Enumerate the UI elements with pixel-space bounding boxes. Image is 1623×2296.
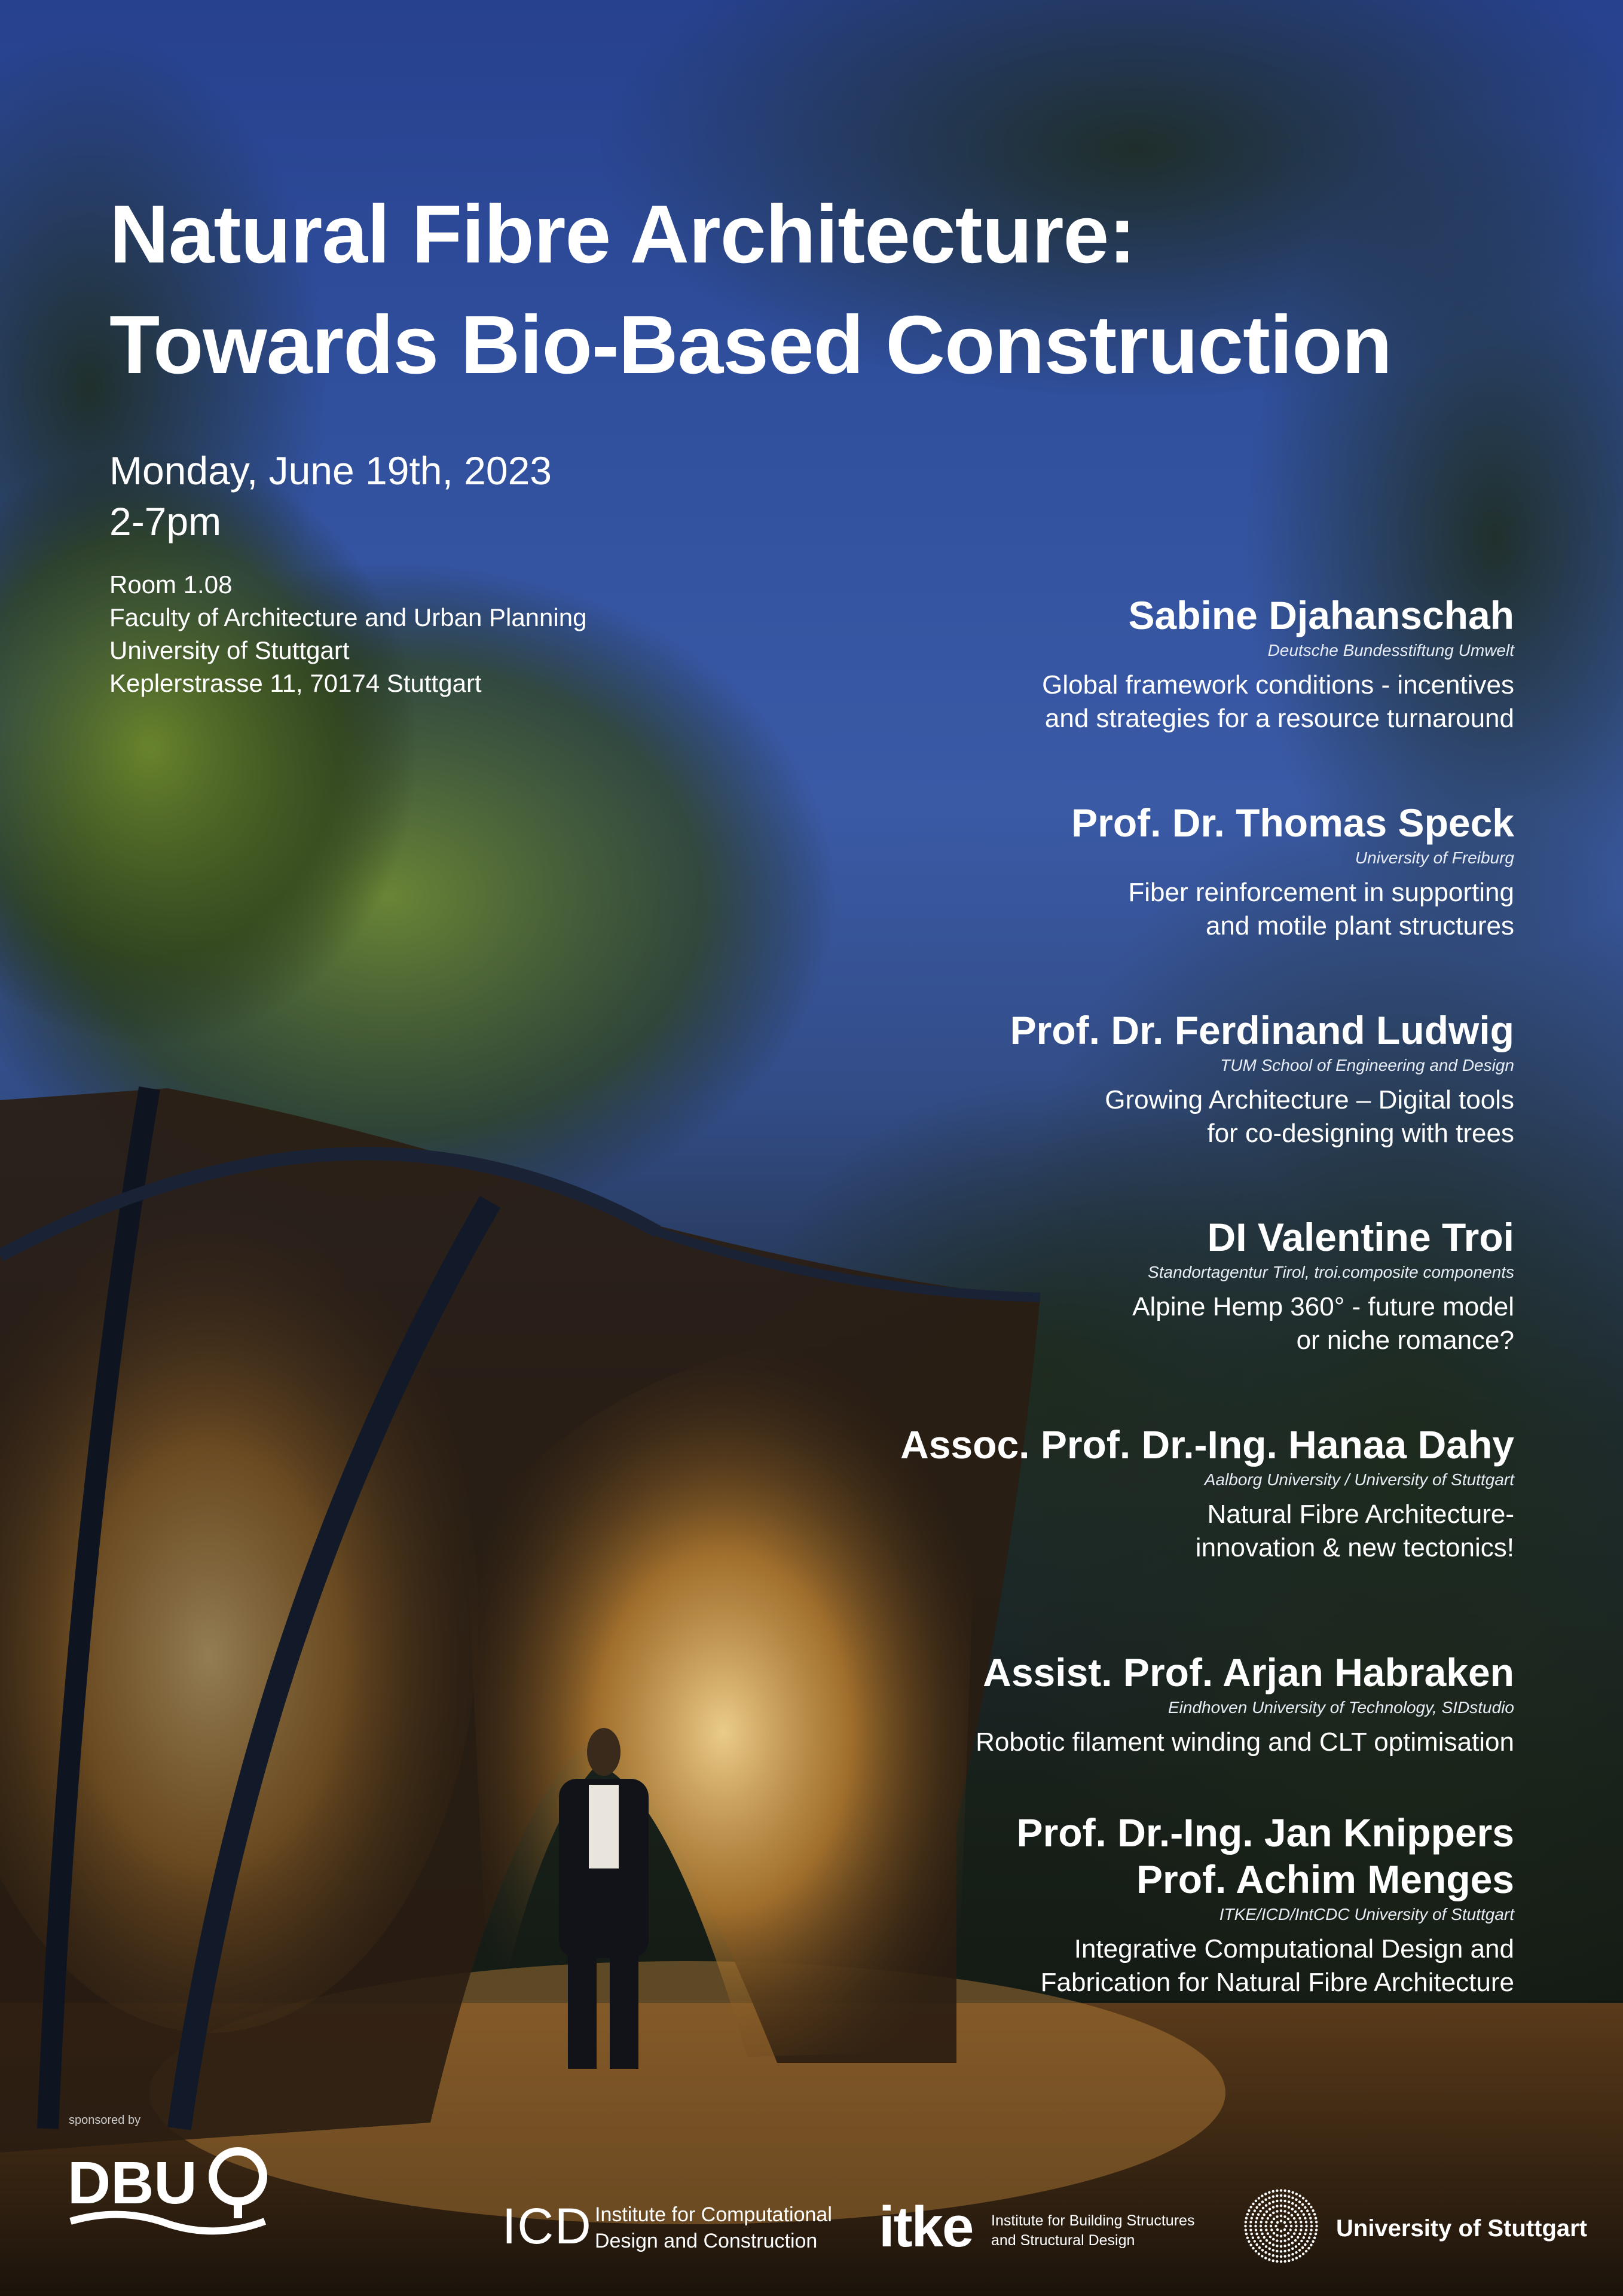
logo-dot (1255, 2233, 1258, 2235)
logo-dot (1294, 2239, 1297, 2242)
logo-dot (1273, 2218, 1275, 2220)
logo-dot (1300, 2240, 1303, 2242)
logo-dot (1304, 2206, 1306, 2209)
logo-dot (1295, 2251, 1297, 2254)
logo-dot (1283, 2228, 1286, 2231)
logo-dot (1276, 2228, 1279, 2231)
logo-dot (1268, 2197, 1270, 2199)
logo-dot (1269, 2202, 1271, 2205)
logo-dot (1283, 2200, 1286, 2202)
logo-dot (1280, 2215, 1282, 2217)
logo-dot (1276, 2250, 1278, 2252)
university-name: University of Stuttgart (1336, 2215, 1588, 2242)
logo-dot (1266, 2239, 1268, 2242)
logo-dot (1280, 2245, 1282, 2248)
talk-title-line: and motile plant structures (1205, 911, 1514, 941)
logo-dot (1269, 2248, 1271, 2250)
logo-dot (1269, 2214, 1271, 2216)
logo-dot (1287, 2232, 1289, 2234)
logo-dot (1293, 2233, 1295, 2235)
venue-room: Room 1.08 (109, 570, 233, 599)
talk-title-line: or niche romance? (1296, 1326, 1514, 1355)
logo-dot (1252, 2213, 1254, 2215)
logo-dot (1270, 2221, 1273, 2223)
logo-dot (1307, 2247, 1310, 2249)
speaker-entry (677, 799, 1514, 943)
logo-dot (1280, 2194, 1282, 2197)
logo-dot (1267, 2217, 1269, 2219)
speaker-name: Assoc. Prof. Dr.-Ing. Hanaa Dahy (900, 1422, 1514, 1467)
logo-dot (1245, 2217, 1248, 2219)
logo-dot (1245, 2233, 1248, 2235)
logo-dot (1315, 2228, 1318, 2231)
logo-dot (1272, 2200, 1274, 2203)
logo-dot (1254, 2225, 1257, 2227)
logo-dot (1270, 2228, 1273, 2231)
logo-dot (1283, 2245, 1286, 2247)
logo-dot (1269, 2236, 1271, 2238)
logo-dot (1280, 2260, 1282, 2263)
logo-dot (1298, 2243, 1300, 2245)
event-time: 2-7pm (109, 499, 222, 544)
logo-dot (1273, 2232, 1275, 2234)
speaker-affiliation: Standortagentur Tirol, troi.composite components (1148, 1263, 1514, 1281)
itke-name-line: Institute for Building Structures (991, 2212, 1195, 2229)
logo-dot (1304, 2243, 1306, 2246)
logo-dot (1312, 2209, 1314, 2212)
talk-title-line: Integrative Computational Design and (1074, 1934, 1514, 1964)
logo-dot (1287, 2218, 1289, 2220)
speaker-name: Sabine Djahanschah (1128, 593, 1514, 637)
logo-dot (1270, 2225, 1272, 2227)
logo-dot (1315, 2217, 1317, 2219)
logo-dot (1280, 2255, 1282, 2258)
logo-dot (1295, 2193, 1298, 2195)
logo-dot (1261, 2255, 1263, 2257)
logo-dot (1274, 2225, 1277, 2227)
logo-dot (1280, 2209, 1282, 2212)
event-date: Monday, June 19th, 2023 (109, 448, 552, 493)
logo-dot (1288, 2243, 1290, 2246)
logo-dot (1295, 2257, 1298, 2259)
dbu-logo-text: DBU (68, 2150, 197, 2216)
logo-dot (1291, 2248, 1294, 2250)
logo-dot (1269, 2208, 1271, 2210)
logo-dot (1258, 2246, 1261, 2249)
logo-dot (1257, 2236, 1260, 2239)
logo-dot (1298, 2249, 1301, 2251)
logo-dot (1298, 2255, 1301, 2257)
logo-dot (1255, 2250, 1257, 2252)
logo-dot (1288, 2238, 1290, 2240)
logo-dot (1308, 2213, 1310, 2215)
logo-dot (1297, 2236, 1299, 2239)
logo-dot (1294, 2228, 1297, 2231)
logo-dot (1266, 2210, 1268, 2213)
logo-dot (1261, 2249, 1264, 2251)
event-datetime (109, 445, 552, 547)
logo-dot (1268, 2253, 1270, 2255)
university-of-stuttgart-dot-logo-icon (1243, 2188, 1319, 2264)
logo-dot (1246, 2236, 1249, 2239)
talk-title-line: for co-designing with trees (1207, 1119, 1514, 1148)
logo-dot (1272, 2190, 1274, 2193)
logo-dot (1310, 2228, 1312, 2231)
logo-dot (1251, 2233, 1253, 2235)
logo-dot (1291, 2214, 1293, 2216)
speaker-affiliation: Deutsche Bundesstiftung Umwelt (1267, 641, 1514, 660)
logo-dot (1254, 2209, 1256, 2212)
logo-dot (1300, 2221, 1302, 2223)
logo-dot (1260, 2221, 1262, 2223)
logo-dot (1244, 2225, 1246, 2227)
logo-dot (1315, 2225, 1318, 2227)
speaker-name: Assist. Prof. Arjan Habraken (983, 1650, 1514, 1694)
logo-dot (1280, 2235, 1282, 2237)
logo-dot (1283, 2234, 1286, 2237)
speaker-name: Prof. Dr. Ferdinand Ludwig (1010, 1008, 1514, 1052)
logo-dot (1280, 2189, 1282, 2191)
logo-dot (1308, 2236, 1310, 2239)
venue-university: University of Stuttgart (109, 636, 350, 664)
sponsor-label: sponsored by (69, 2114, 141, 2127)
logo-dot (1310, 2206, 1312, 2208)
logo-dot (1268, 2258, 1270, 2261)
logo-dot (1255, 2217, 1258, 2219)
logo-dot (1288, 2200, 1290, 2203)
logo-dot (1254, 2240, 1256, 2242)
logo-dot (1248, 2209, 1250, 2212)
logo-dot (1301, 2203, 1304, 2206)
logo-dot (1313, 2236, 1316, 2239)
logo-dot (1288, 2260, 1290, 2262)
itke-name-line: and Structural Design (991, 2232, 1135, 2249)
logo-dot (1283, 2221, 1286, 2224)
logo-dot (1276, 2245, 1278, 2247)
logo-dot (1298, 2217, 1301, 2219)
event-venue (109, 568, 586, 700)
logo-dot (1258, 2203, 1261, 2206)
logo-dot (1276, 2205, 1278, 2207)
talk-title-line: Fabrication for Natural Fibre Architecture (1040, 1968, 1514, 1997)
logo-dot (1255, 2200, 1257, 2202)
logo-dot (1276, 2194, 1278, 2197)
logo-dot (1252, 2247, 1254, 2249)
logo-dot (1283, 2239, 1286, 2242)
logo-dot (1272, 2249, 1274, 2251)
logo-dot (1289, 2221, 1292, 2223)
logo-dot (1245, 2221, 1247, 2223)
logo-dot (1315, 2233, 1317, 2235)
logo-dot (1261, 2194, 1263, 2197)
icd-name-line: Institute for Computational (595, 2203, 832, 2226)
logo-dot (1302, 2197, 1304, 2199)
logo-dot (1303, 2236, 1305, 2239)
logo-dot (1313, 2213, 1316, 2215)
logo-dot (1264, 2225, 1267, 2227)
talk-title-line: Growing Architecture – Digital tools (1105, 1085, 1514, 1115)
logo-dot (1261, 2217, 1263, 2219)
logo-dot (1288, 2249, 1290, 2251)
logo-dot (1263, 2213, 1266, 2216)
logo-dot (1303, 2213, 1305, 2216)
logo-dot (1272, 2260, 1274, 2262)
logo-dot (1306, 2240, 1309, 2242)
venue-faculty: Faculty of Architecture and Urban Planning (109, 603, 587, 631)
logo-dot (1280, 2240, 1282, 2242)
talk-title-line: Natural Fibre Architecture- (1207, 1500, 1514, 1529)
logo-dot (1262, 2207, 1264, 2209)
logo-dot (1264, 2199, 1267, 2201)
logo-dot (1260, 2228, 1262, 2231)
logo-dot (1280, 2219, 1282, 2222)
logo-dot (1300, 2210, 1303, 2212)
logo-dot (1293, 2217, 1295, 2219)
logo-dot (1298, 2200, 1301, 2203)
logo-dot (1276, 2239, 1278, 2242)
logo-dot (1280, 2205, 1282, 2207)
speaker-entry (677, 1421, 1514, 1565)
logo-dot (1258, 2252, 1260, 2255)
logo-dot (1255, 2206, 1258, 2209)
title-line-1: Natural Fibre Architecture: (109, 188, 1136, 280)
speaker-entry (677, 592, 1514, 735)
logo-dot (1259, 2210, 1261, 2212)
speaker-name: Prof. Achim Menges (1136, 1857, 1514, 1901)
logo-dot (1283, 2205, 1286, 2207)
logo-dot (1288, 2190, 1290, 2193)
logo-dot (1312, 2240, 1314, 2243)
logo-dot (1280, 2199, 1282, 2202)
logo-dot (1276, 2190, 1278, 2192)
logo-dot (1283, 2260, 1286, 2263)
logo-dot (1272, 2238, 1274, 2240)
logo-dot (1265, 2228, 1267, 2231)
logo-dot (1291, 2253, 1294, 2255)
logo-dot (1301, 2246, 1304, 2249)
logo-dot (1298, 2233, 1301, 2235)
logo-dot (1305, 2228, 1307, 2231)
institution-logos (502, 2188, 1614, 2260)
itke-logo: itke (879, 2195, 973, 2259)
logo-dot (1245, 2228, 1247, 2231)
logo-dot (1283, 2210, 1286, 2212)
logo-dot (1252, 2236, 1254, 2239)
icd-name (595, 2202, 832, 2254)
logo-dot (1291, 2236, 1293, 2238)
icd-logo: ICD (502, 2198, 592, 2254)
logo-dot (1249, 2228, 1252, 2231)
logo-dot (1264, 2257, 1267, 2259)
speaker-affiliation: Aalborg University / University of Stuttgart (1204, 1470, 1514, 1489)
logo-dot (1298, 2194, 1301, 2197)
logo-dot (1261, 2200, 1264, 2203)
event-title (109, 179, 1544, 401)
logo-dot (1272, 2254, 1274, 2257)
logo-dot (1263, 2236, 1266, 2239)
logo-dot (1265, 2221, 1267, 2223)
logo-dot (1295, 2245, 1297, 2248)
speaker-entry (677, 1214, 1514, 1357)
logo-dot (1272, 2243, 1274, 2246)
logo-dot (1288, 2196, 1290, 2198)
logo-dot (1262, 2243, 1264, 2245)
speaker-affiliation: Eindhoven University of Technology, SIDstudio (1168, 1698, 1514, 1717)
talk-title-line: innovation & new tectonics! (1195, 1533, 1514, 1562)
logo-dot (1294, 2210, 1297, 2213)
logo-dot (1265, 2204, 1267, 2206)
logo-dot (1249, 2221, 1252, 2223)
logo-dot (1294, 2221, 1297, 2223)
logo-dot (1304, 2233, 1306, 2235)
title-line-2: Towards Bio-Based Construction (109, 299, 1392, 391)
logo-dot (1283, 2250, 1286, 2252)
logo-dot (1276, 2221, 1279, 2224)
logo-dot (1297, 2213, 1299, 2216)
logo-dot (1288, 2212, 1290, 2214)
logo-dot (1283, 2255, 1286, 2257)
logo-dot (1261, 2233, 1263, 2235)
speaker-affiliation: TUM School of Engineering and Design (1220, 1056, 1514, 1074)
logo-dot (1283, 2215, 1286, 2218)
logo-dot (1276, 2255, 1278, 2257)
logo-dot (1289, 2228, 1292, 2231)
logo-dot (1300, 2225, 1303, 2227)
logo-dot (1305, 2225, 1307, 2227)
logo-dot (1265, 2245, 1267, 2248)
logo-dot (1288, 2254, 1290, 2257)
logo-dot (1272, 2212, 1274, 2214)
logo-dot (1280, 2230, 1282, 2232)
logo-dot (1272, 2206, 1274, 2208)
logo-dot (1310, 2221, 1312, 2223)
logo-dot (1306, 2209, 1309, 2212)
logo-dot (1309, 2217, 1312, 2219)
logo-dot (1315, 2221, 1318, 2223)
logo-dot (1307, 2203, 1310, 2205)
speaker-entry (677, 1809, 1514, 1999)
logo-dot (1276, 2210, 1278, 2212)
logo-dot (1295, 2204, 1297, 2206)
logo-dot (1304, 2217, 1306, 2219)
logo-dot (1295, 2225, 1297, 2227)
logo-dot (1291, 2202, 1294, 2205)
speaker-entry (677, 1007, 1514, 1150)
logo-dot (1288, 2206, 1290, 2208)
talk-title-line: Fiber reinforcement in supporting (1128, 878, 1514, 907)
logo-dot (1310, 2225, 1313, 2227)
logo-dot (1305, 2250, 1307, 2252)
logo-dot (1305, 2200, 1307, 2202)
dbu-logo-icon (68, 2141, 271, 2242)
logo-dot (1257, 2213, 1260, 2216)
logo-dot (1264, 2251, 1267, 2254)
logo-dot (1272, 2196, 1274, 2198)
logo-dot (1305, 2221, 1307, 2223)
logo-dot (1283, 2190, 1286, 2192)
logo-dot (1300, 2228, 1302, 2231)
talk-title-line: Global framework conditions - incentives (1042, 670, 1514, 700)
talk-title-line: Robotic filament winding and CLT optimisation (976, 1727, 1514, 1757)
speaker-name: Prof. Dr. Thomas Speck (1071, 801, 1514, 845)
logo-dot (1268, 2191, 1270, 2194)
logo-dot (1246, 2213, 1249, 2215)
logo-dot (1249, 2225, 1252, 2227)
logo-dot (1255, 2221, 1257, 2223)
itke-name (991, 2211, 1194, 2251)
speaker-affiliation: ITKE/ICD/IntCDC University of Stuttgart (1219, 1905, 1514, 1923)
logo-dot (1264, 2193, 1267, 2195)
logo-dot (1291, 2242, 1294, 2244)
talk-title-line: and strategies for a resource turnaround (1044, 704, 1514, 733)
logo-dot (1259, 2240, 1261, 2242)
logo-dot (1280, 2250, 1282, 2252)
logo-dot (1298, 2207, 1300, 2209)
logo-dot (1251, 2217, 1253, 2219)
logo-dot (1283, 2194, 1286, 2197)
venue-address: Keplerstrasse 11, 70174 Stuttgart (109, 669, 482, 697)
logo-dot (1249, 2206, 1252, 2208)
logo-dot (1310, 2243, 1312, 2246)
logo-dot (1248, 2240, 1250, 2243)
logo-dot (1291, 2258, 1294, 2261)
logo-dot (1276, 2234, 1278, 2237)
speaker-affiliation: University of Freiburg (1355, 848, 1514, 867)
logo-dot (1291, 2208, 1294, 2210)
logo-dot (1276, 2215, 1278, 2218)
logo-dot (1309, 2233, 1312, 2235)
logo-dot (1252, 2203, 1254, 2205)
logo-dot (1249, 2243, 1252, 2246)
speaker-entry (677, 1649, 1514, 1759)
logo-dot (1258, 2197, 1260, 2199)
talk-title-line: Alpine Hemp 360° - future model (1132, 1292, 1514, 1321)
logo-dot (1276, 2200, 1278, 2202)
logo-dot (1285, 2225, 1287, 2227)
logo-dot (1291, 2191, 1294, 2194)
speaker-name: DI Valentine Troi (1207, 1215, 1514, 1259)
logo-dot (1260, 2225, 1262, 2227)
logo-dot (1269, 2242, 1271, 2244)
logo-dot (1302, 2252, 1304, 2255)
logo-dot (1276, 2260, 1278, 2263)
icd-name-line: Design and Construction (595, 2230, 818, 2252)
logo-dot (1267, 2233, 1269, 2235)
logo-dot (1255, 2228, 1257, 2231)
logo-dot (1255, 2243, 1258, 2246)
logo-dot (1291, 2197, 1294, 2199)
speaker-name: Prof. Dr.-Ing. Jan Knippers (1016, 1810, 1514, 1855)
logo-dot (1290, 2225, 1292, 2227)
logo-dot (1295, 2199, 1297, 2201)
